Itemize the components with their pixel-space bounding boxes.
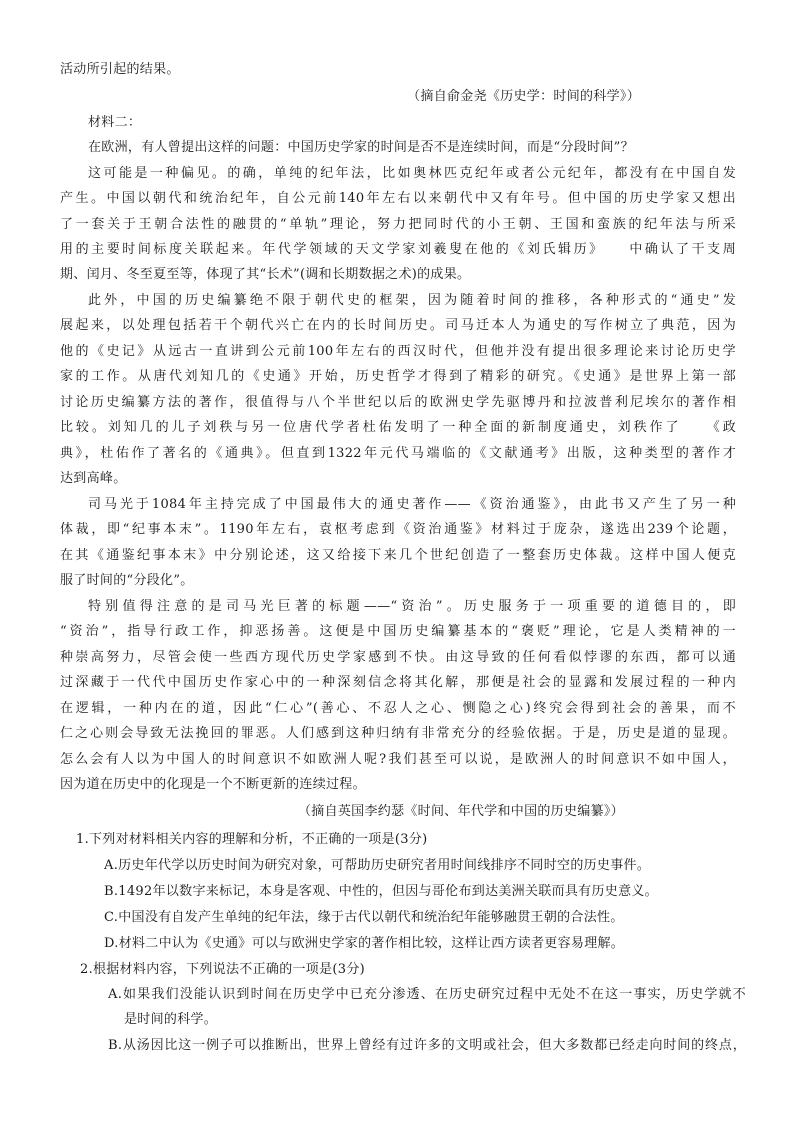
paragraph-line: 因为道在历史中的化现是一个不断更新的连续过程。 bbox=[60, 777, 366, 792]
paragraph-line: 司马光于1084年主持完成了中国最伟大的通史著作——《资治通鉴》，由此书又产生了另一种 bbox=[88, 497, 736, 512]
question-2-option-a-cont: 是时间的科学。 bbox=[124, 1012, 218, 1027]
question-1-stem: 1.下列对材料相关内容的理解和分析，不正确的一项是(3分) bbox=[76, 832, 428, 847]
question-2-option-a: A.如果我们没能认识到时间在历史学中已充分渗透、在历史研究过程中无处不在这一事实，历史学就不 bbox=[108, 987, 746, 1002]
paragraph-line: 期、闰月、冬至夏至等，体现了其“长术”(调和长期数据之术)的成果。 bbox=[60, 267, 471, 282]
question-1-option-c: C.中国没有自发产生单纯的纪年法，缘于古代以朝代和统治纪年能够融贯王朝的合法性。 bbox=[104, 910, 624, 925]
paragraph-line: 比较。刘知几的儿子刘秩与另一位唐代学者杜佑发明了一种全面的新制度通史，刘秩作了 《政 bbox=[60, 420, 736, 435]
paragraph-line: 在逻辑，一种内在的道，因此“仁心”(善心、不忍人之心、恻隐之心)终究会得到社会的善果，而不 bbox=[60, 701, 736, 716]
paragraph-line: 达到高峰。 bbox=[60, 471, 127, 486]
paragraph-line: 展起来，以处理包括若干个朝代兴亡在内的长时间历史。司马迁本人为通史的写作树立了典范，因为 bbox=[60, 318, 736, 333]
paragraph-line: 体裁，即“纪事本末”。1190年左右，袁枢考虑到《资治通鉴》材料过于庞杂，遂选出239个论题， bbox=[60, 522, 736, 537]
paragraph-line: 典》，杜佑作了著名的《通典》。但直到1322年元代马端临的《文献通考》出版，这种类型的著作才 bbox=[60, 446, 736, 461]
question-2-option-b: B.从汤因比这一例子可以推断出，世界上曾经有过许多的文明或社会，但大多数都已经走向时间的终点， bbox=[108, 1038, 746, 1053]
paragraph-line: 讨论历史编纂方法的著作，很值得与八个半世纪以后的欧洲史学先驱博丹和拉波普利尼埃尔的著作相 bbox=[60, 395, 736, 410]
paragraph-line: 特别值得注意的是司马光巨著的标题——“资治”。历史服务于一项重要的道德目的，即 bbox=[88, 599, 736, 614]
paragraph-line: 他的《史记》从远古一直讲到公元前100年左右的西汉时代，但他并没有提出很多理论来讨论历史学 bbox=[60, 344, 736, 359]
paragraph-line: 种崇高努力，尽管会使一些西方现代历史学家感到不快。由这导致的任何看似悖谬的东西，都可以通 bbox=[60, 650, 736, 665]
paragraph-line: 此外，中国的历史编纂绝不限于朝代史的框架，因为随着时间的推移，各种形式的“通史”发 bbox=[88, 293, 736, 308]
paragraph-line: 产生。中国以朝代和统治纪年，自公元前140年左右以来朝代中又有年号。但中国的历史学家又想出 bbox=[60, 191, 736, 206]
material1-source: （摘自俞金尧《历史学：时间的科学》） bbox=[407, 89, 640, 104]
question-2-stem: 2.根据材料内容，下列说法不正确的一项是(3分) bbox=[80, 962, 366, 977]
material1-last-line: 活动所引起的结果。 bbox=[60, 62, 180, 77]
paragraph-line: 仁之心则会导致无法挽回的罪恶。人们感到这种归纳有非常充分的经验依据。于是，历史是道的显现。 bbox=[60, 726, 736, 741]
material2-source: （摘自英国李约瑟《时间、年代学和中国的历史编纂》） bbox=[297, 804, 624, 819]
paragraph-line: 这可能是一种偏见。的确，单纯的纪年法，比如奥林匹克纪年或者公元纪年，都没有在中国自发 bbox=[88, 166, 736, 181]
paragraph-line: 怎么会有人以为中国人的时间意识不如欧洲人呢?我们甚至可以说，是欧洲人的时间意识不如中国人， bbox=[60, 752, 736, 767]
question-1-option-d: D.材料二中认为《史通》可以与欧洲史学家的著作相比较，这样让西方读者更容易理解。 bbox=[104, 936, 625, 951]
paragraph-line: “资治”，指导行政工作，抑恶扬善。这便是中国历史编纂基本的“褒贬”理论，它是人类精神的一 bbox=[60, 624, 736, 639]
paragraph-line: 家的工作。从唐代刘知几的《史通》开始，历史哲学才得到了精彩的研究。《史通》是世界上第一部 bbox=[60, 369, 736, 384]
question-1-option-a: A.历史年代学以历史时间为研究对象，可帮助历史研究者用时间线排序不同时空的历史事件。 bbox=[104, 858, 651, 873]
paragraph-line: 在欧洲，有人曾提出这样的问题：中国历史学家的时间是否不是连续时间，而是“分段时间”？ bbox=[88, 140, 634, 155]
question-1-option-b: B.1492年以数字来标记，本身是客观、中性的，但因与哥伦布到达美洲关联而具有历史意义。 bbox=[104, 884, 658, 899]
paragraph-line: 用的主要时间标度关联起来。年代学领域的天文学家刘羲叟在他的《刘氏辑历》 中确认了干支周 bbox=[60, 242, 736, 257]
paragraph-line: 在其《通鉴纪事本末》中分别论述，这又给接下来几个世纪创造了一整套历史体裁。这样中国人便克 bbox=[60, 548, 736, 563]
paragraph-line: 过深藏于一代代中国历史作家心中的一种深刻信念将其化解，那便是社会的显露和发展过程的一种内 bbox=[60, 675, 736, 690]
material2-label: 材料二： bbox=[88, 115, 142, 130]
paragraph-line: 了一套关于王朝合法性的融贯的“单轨”理论，努力把同时代的小王朝、王国和蛮族的纪年法与所采 bbox=[60, 217, 736, 232]
paragraph-line: 服了时间的“分段化”。 bbox=[60, 573, 194, 588]
